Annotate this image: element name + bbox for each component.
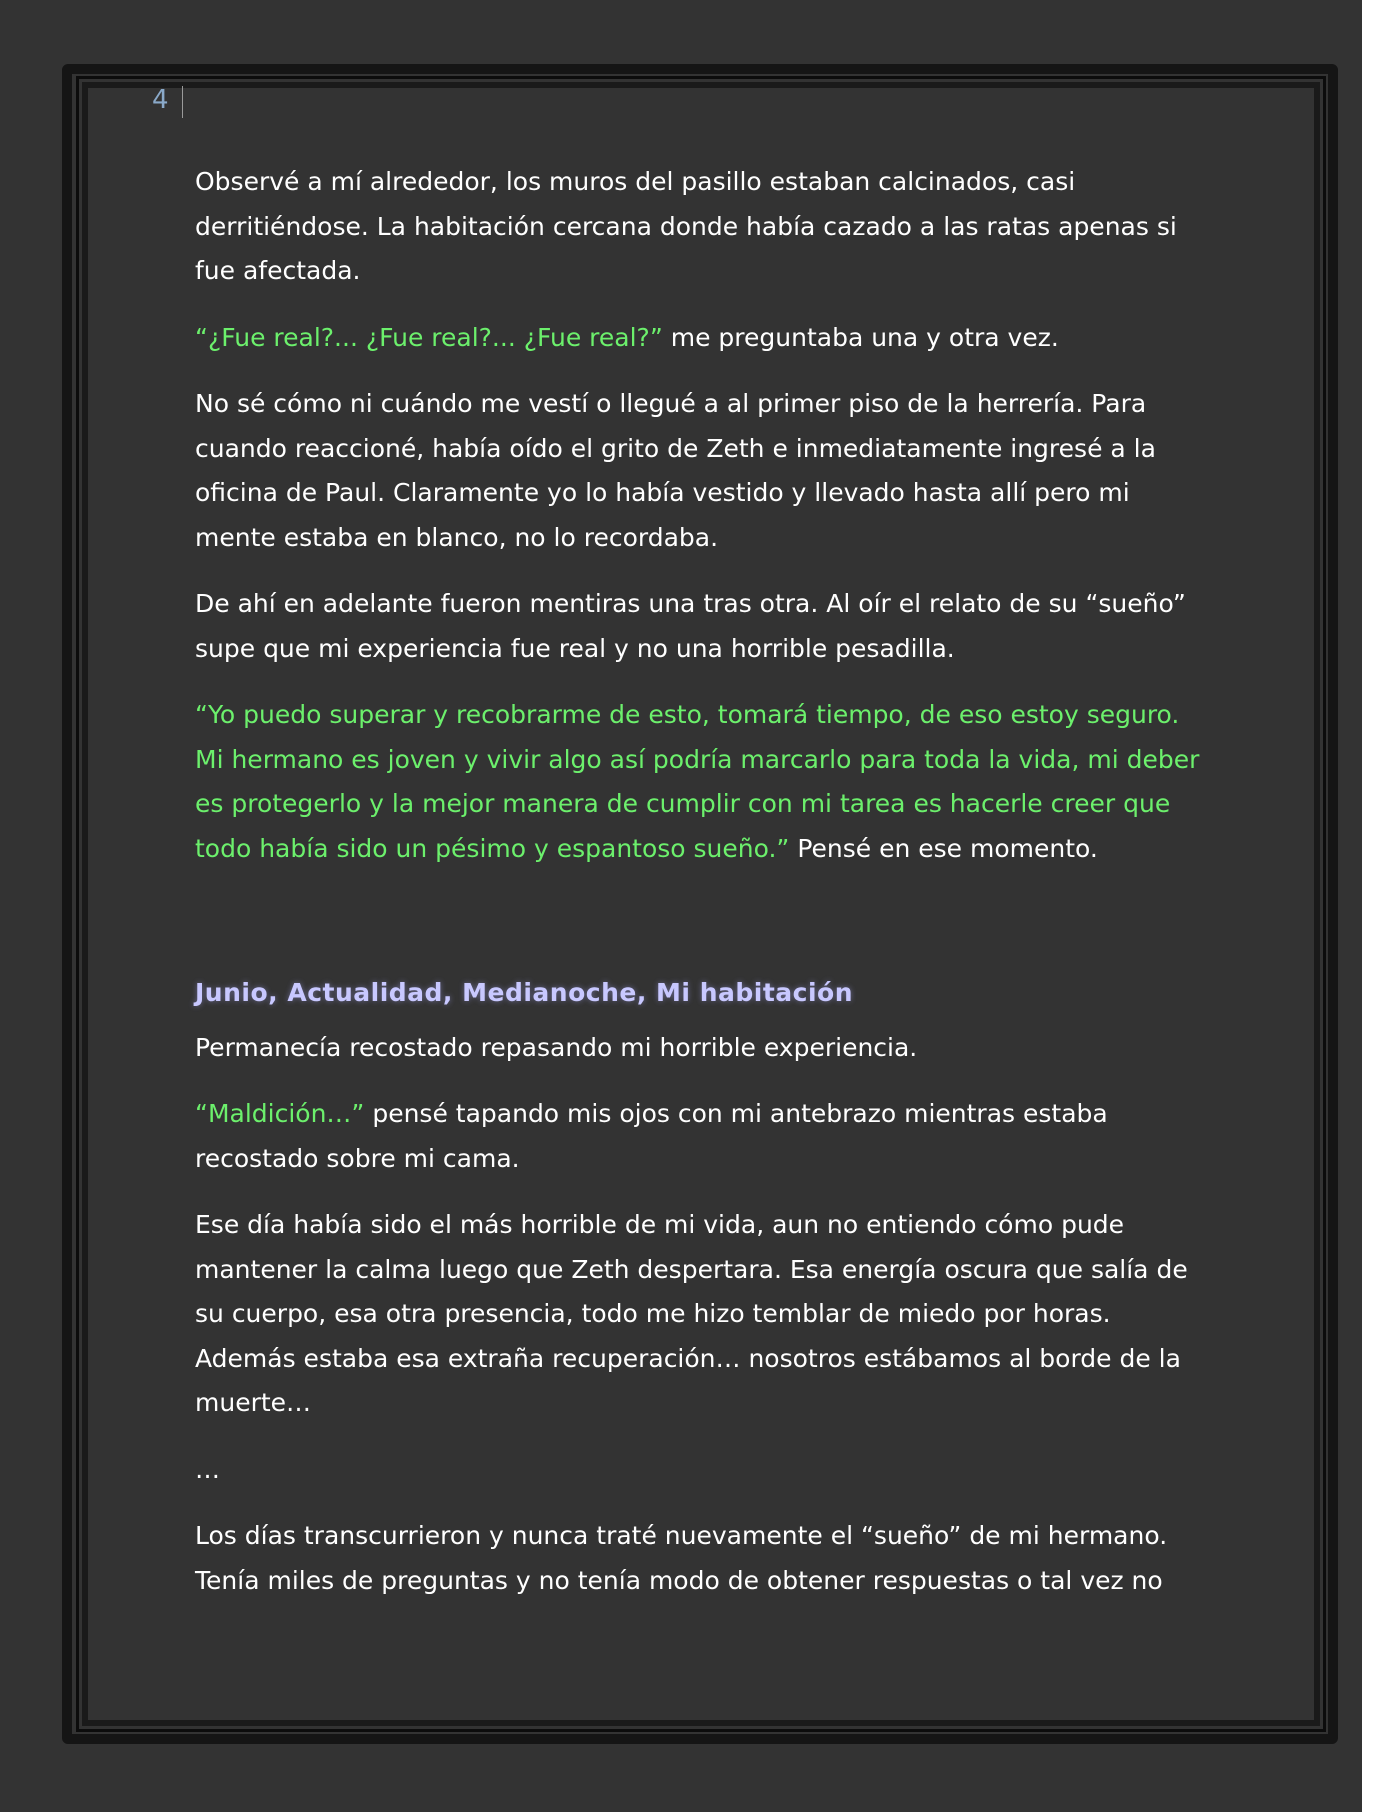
thought-quote: “Maldición…” <box>195 1099 365 1128</box>
paragraph-3: No sé cómo ni cuándo me vestí o llegué a al primer piso de la herrería. Para cuando reaccioné, había oído el grito de Zeth e inmediatamente ingresé a la oficina de Paul. Claramente yo lo había vestido y llevado hasta allí pero mi mente estaba en blanco, no lo recordaba. <box>195 389 1156 552</box>
document-body <box>195 160 1205 1625</box>
scene-break: … <box>195 1454 220 1484</box>
paragraph-6: Permanecía recostado repasando mi horrible experiencia. <box>195 1032 918 1062</box>
dialogue-quote: “¿Fue real?... ¿Fue real?... ¿Fue real?” <box>195 322 663 352</box>
page-number-divider <box>182 86 183 118</box>
paragraph-text: Pensé en ese momento. <box>789 833 1098 863</box>
paragraph-5 <box>195 693 1205 871</box>
page-number: 4 <box>152 85 169 115</box>
section-spacer <box>195 893 1205 971</box>
paragraph-text: pensé tapando mis ojos con mi antebrazo mientras estaba recostado sobre mi cama. <box>195 1099 1108 1173</box>
paragraph-text: me preguntaba una y otra vez. <box>662 322 1059 352</box>
paragraph-9: Los días transcurrieron y nunca traté nuevamente el “sueño” de mi hermano. Tenía miles de preguntas y no tenía modo de obtener respuestas o tal vez no <box>195 1521 1168 1595</box>
thought-quote: “Yo puedo superar y recobrarme de esto, tomará tiempo, de eso estoy seguro. Mi hermano es joven y vivir algo así podría marcarlo para toda la vida, mi deber es protegerlo y la mejor manera de cumplir con mi tarea es hacerle creer que todo había sido un pésimo y espantoso sueño.” <box>195 700 1200 863</box>
paragraph-2 <box>195 316 1205 361</box>
paragraph-1: Observé a mí alrededor, los muros del pasillo estaban calcinados, casi derritiéndose. La habitación cercana donde había cazado a las ratas apenas si fue afectada. <box>195 167 1177 285</box>
paragraph-8: Ese día había sido el más horrible de mi vida, aun no entiendo cómo pude mantener la calma luego que Zeth despertara. Esa energía oscura que salía de su cuerpo, esa otra presencia, todo me hizo temblar de miedo por horas. Además estaba esa extraña recuperación… nosotros estábamos al borde de la muerte… <box>195 1210 1188 1417</box>
paragraph-7 <box>195 1092 1205 1181</box>
page-edge <box>1362 0 1400 1812</box>
section-heading: Junio, Actualidad, Medianoche, Mi habitación <box>195 978 854 1007</box>
paragraph-4: De ahí en adelante fueron mentiras una tras otra. Al oír el relato de su “sueño” supe que mi experiencia fue real y no una horrible pesadilla. <box>195 589 1186 663</box>
